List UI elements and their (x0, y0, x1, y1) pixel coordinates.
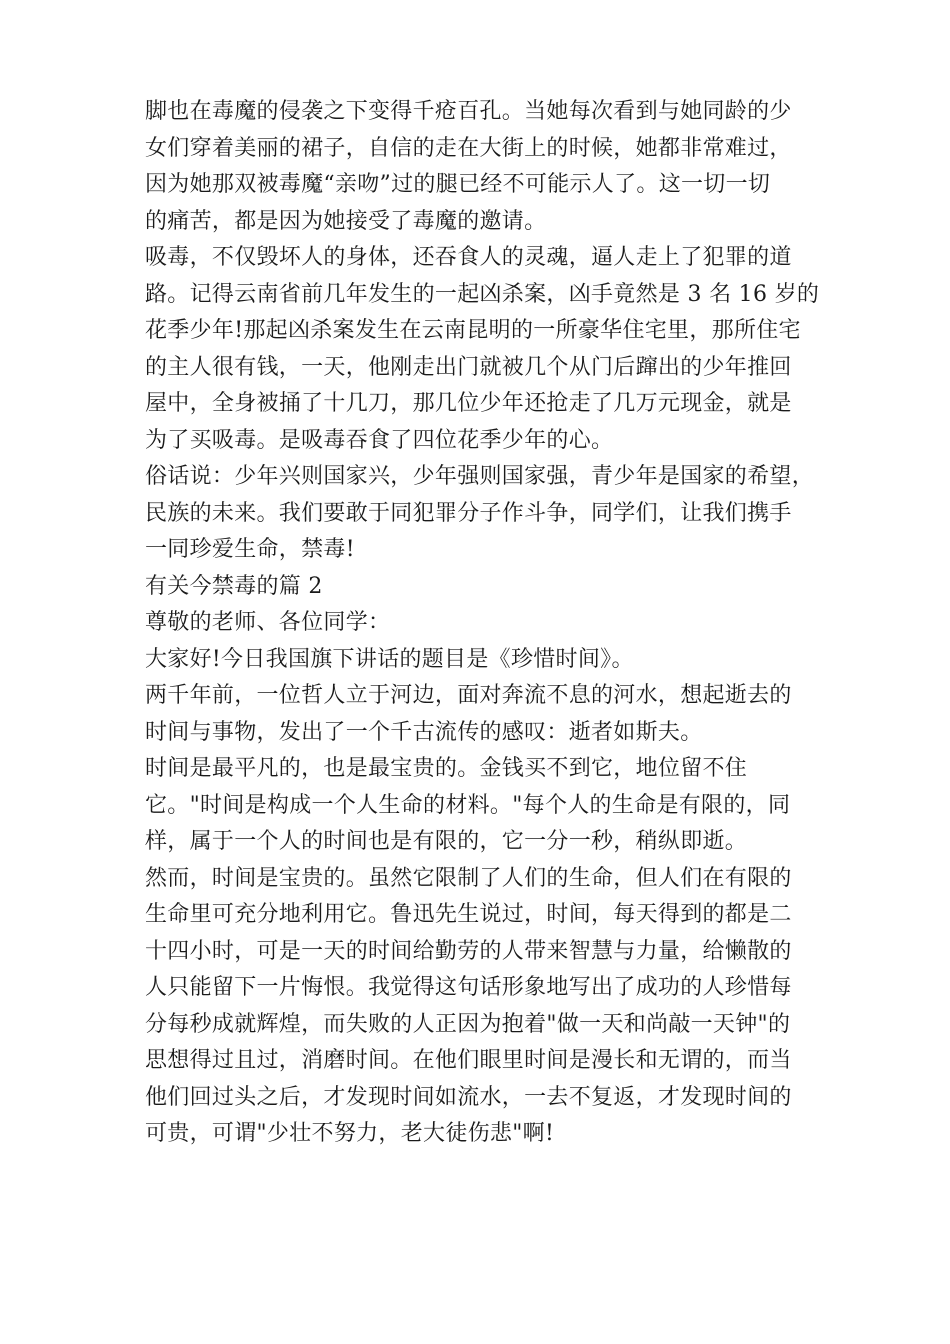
document-body (145, 94, 825, 1153)
text-line: 人只能留下一片悔恨。我觉得这句话形象地写出了成功的人珍惜每 (145, 975, 792, 1000)
text-line: 两千年前，一位哲人立于河边，面对奔流不息的河水，想起逝去的 (145, 683, 792, 708)
text-line: 路。记得云南省前几年发生的一起凶杀案，凶手竟然是 3 名 16 岁的 (145, 281, 820, 307)
salutation: 尊敬的老师、各位同学： (145, 610, 391, 635)
text-line: 分每秒成就辉煌，而失败的人正因为抱着"做一天和尚敲一天钟"的 (145, 1011, 791, 1037)
text-line: 的主人很有钱，一天，他刚走出门就被几个从门后蹿出的少年推回 (145, 354, 792, 380)
text-line: 俗话说：少年兴则国家兴，少年强则国家强，青少年是国家的希望， (145, 464, 815, 489)
text-line: 然而，时间是宝贵的。虽然它限制了人们的生命，但人们在有限的 (145, 865, 792, 891)
text-line: 生命里可充分地利用它。鲁迅先生说过，时间，每天得到的都是二 (145, 902, 792, 927)
text-line: 样，属于一个人的时间也是有限的，它一分一秒，稍纵即逝。 (145, 829, 748, 854)
text-line: 它。"时间是构成一个人生命的材料。"每个人的生命是有限的，同 (145, 792, 791, 818)
text-line: 时间是最平凡的，也是最宝贵的。金钱买不到它，地位留不住 (145, 756, 748, 781)
text-line: 屋中，全身被捅了十几刀，那几位少年还抢走了几万元现金，就是 (145, 391, 792, 416)
text-line: 十四小时，可是一天的时间给勤劳的人带来智慧与力量，给懒散的 (145, 938, 792, 964)
text-line: 因为她那双被毒魔“亲吻”过的腿已经不可能示人了。这一切一切 (145, 172, 771, 197)
text-line: 一同珍爱生命，禁毒! (145, 537, 355, 562)
text-line: 民族的未来。我们要敢于同犯罪分子作斗争，同学们，让我们携手 (145, 500, 792, 526)
text-line: 吸毒，不仅毁坏人的身体，还吞食人的灵魂，逼人走上了犯罪的道 (145, 245, 792, 270)
text-line: 脚也在毒魔的侵袭之下变得千疮百孔。当她每次看到与她同龄的少 (145, 99, 792, 124)
text-line: 为了买吸毒。是吸毒吞食了四位花季少年的心。 (145, 427, 614, 453)
text-line: 女们穿着美丽的裙子，自信的走在大街上的时候，她都非常难过， (145, 135, 792, 161)
section-heading: 有关今禁毒的篇 2 (145, 573, 323, 599)
text-line: 的痛苦，都是因为她接受了毒魔的邀请。 (145, 208, 547, 234)
text-line: 时间与事物，发出了一个千古流传的感叹：逝者如斯夫。 (145, 719, 703, 745)
text-line: 他们回过头之后，才发现时间如流水，一去不复返，才发现时间的 (145, 1084, 792, 1110)
text-line: 大家好!今日我国旗下讲话的题目是《珍惜时间》。 (145, 646, 634, 672)
text-line: 花季少年!那起凶杀案发生在云南昆明的一所豪华住宅里，那所住宅 (145, 318, 801, 343)
text-line: 思想得过且过，消磨时间。在他们眼里时间是漫长和无谓的，而当 (145, 1048, 792, 1073)
text-line: 可贵，可谓"少壮不努力，老大徒伤悲"啊! (145, 1121, 555, 1146)
